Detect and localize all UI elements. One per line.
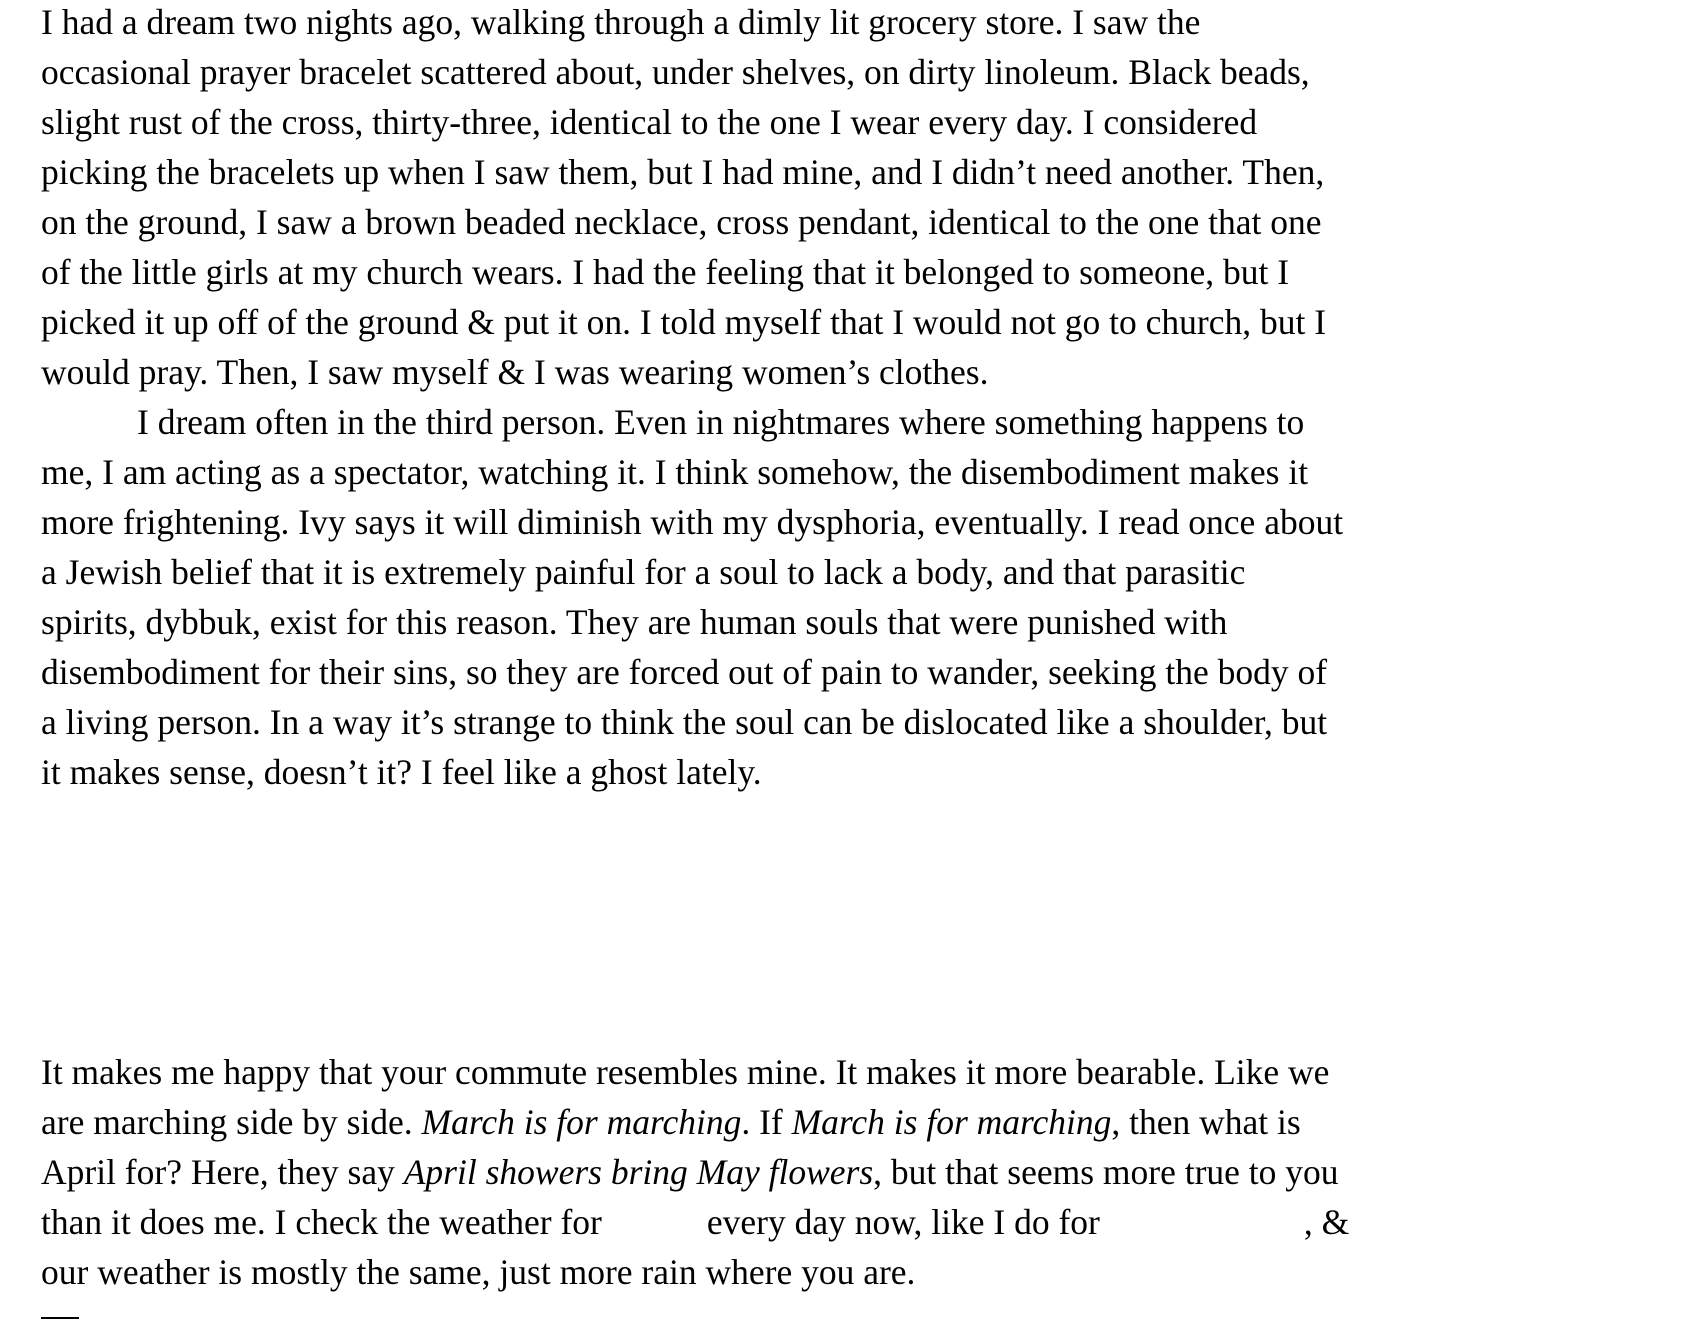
text-line <box>41 1097 1349 1147</box>
dream-section <box>41 0 1343 797</box>
text-fragment: I dream often in the third person. Even in nightmares where something happens to <box>137 402 1305 442</box>
text-line <box>41 397 1343 447</box>
text-line: a living person. In a way it’s strange to think the soul can be dislocated like a shoulder, but <box>41 702 1328 742</box>
text-line: our weather is mostly the same, just more rain where you are. <box>41 1252 916 1292</box>
text-line: disembodiment for their sins, so they are forced out of pain to wander, seeking the body of <box>41 652 1328 692</box>
text-line <box>41 1197 1349 1247</box>
text-line: I had a dream two nights ago, walking through a dimly lit grocery store. I saw the <box>41 2 1201 42</box>
text-fragment: . If <box>741 1102 792 1142</box>
text-line: picked it up off of the ground & put it on. I told myself that I would not go to church, but I <box>41 302 1327 342</box>
text-fragment: than it does me. I check the weather for <box>41 1202 602 1242</box>
text-fragment: , but that seems more true to you <box>873 1152 1339 1192</box>
text-line <box>41 1147 1349 1197</box>
italic-phrase: April showers bring May flowers <box>403 1152 874 1192</box>
text-fragment: every day now, like I do for <box>706 1202 1100 1242</box>
text-line: me, I am acting as a spectator, watching it. I think somehow, the disembodiment makes it <box>41 452 1309 492</box>
text-line: It makes me happy that your commute resembles mine. It makes it more bearable. Like we <box>41 1052 1330 1092</box>
text-line: it makes sense, doesn’t it? I feel like a ghost lately. <box>41 752 762 792</box>
text-line: a Jewish belief that it is extremely painful for a soul to lack a body, and that parasitic <box>41 552 1246 592</box>
italic-phrase: March is for marching <box>421 1102 742 1142</box>
text-line: of the little girls at my church wears. I had the feeling that it belonged to someone, but I <box>41 252 1290 292</box>
text-fragment: are marching side by side. <box>41 1102 422 1142</box>
text-fragment: April for? Here, they say <box>41 1152 404 1192</box>
text-line: more frightening. Ivy says it will diminish with my dysphoria, eventually. I read once about <box>41 502 1344 542</box>
text-line: picking the bracelets up when I saw them, but I had mine, and I didn’t need another. Then, <box>41 152 1325 192</box>
text-fragment: , then what is <box>1111 1102 1301 1142</box>
text-line: spirits, dybbuk, exist for this reason. They are human souls that were punished with <box>41 602 1228 642</box>
closing-dash <box>41 1317 79 1319</box>
text-line: would pray. Then, I saw myself & I was wearing women’s clothes. <box>41 352 989 392</box>
text-line: on the ground, I saw a brown beaded necklace, cross pendant, identical to the one that one <box>41 202 1322 242</box>
italic-phrase: March is for marching <box>791 1102 1112 1142</box>
text-fragment: , & <box>1303 1202 1350 1242</box>
text-line: occasional prayer bracelet scattered about, under shelves, on dirty linoleum. Black beads, <box>41 52 1310 92</box>
commute-section <box>41 1047 1349 1297</box>
text-line: slight rust of the cross, thirty-three, identical to the one I wear every day. I considered <box>41 102 1258 142</box>
